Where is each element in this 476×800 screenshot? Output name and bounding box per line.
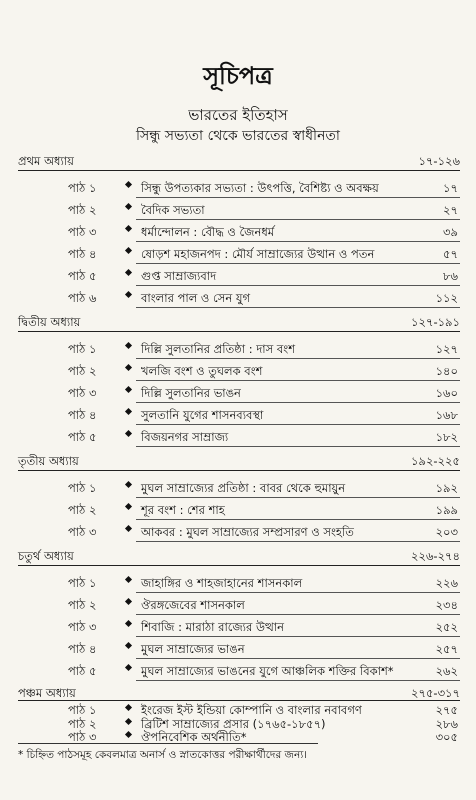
footnote: * চিহ্নিত পাঠসমূহ কেবলমাত্র অনার্স ও স্নাতকোত্তর পরীক্ষার্থীদের জন্য। — [18, 749, 308, 761]
chapter-page-range: ২২৬-২৭৪ — [411, 549, 460, 563]
lesson-number: পাঠ ৫ — [68, 269, 97, 283]
lesson-page: ১৬৮ — [435, 408, 458, 422]
lesson-page: ১৮২ — [435, 430, 458, 444]
lesson-row — [18, 381, 460, 403]
lesson-number: পাঠ ৩ — [68, 525, 97, 539]
lesson-title: খলজি বংশ ও তুঘলক বংশ — [141, 364, 263, 378]
lesson-row — [18, 593, 460, 615]
lesson-page: ১৬০ — [435, 386, 458, 400]
diamond-bullet-icon — [125, 225, 132, 232]
diamond-bullet-icon — [125, 525, 132, 532]
lesson-number: পাঠ ৩ — [68, 386, 97, 400]
lesson-row — [18, 337, 460, 359]
chapter-heading — [18, 547, 460, 566]
lesson-number: পাঠ ৩ — [68, 620, 97, 634]
lesson-number: পাঠ ১ — [68, 342, 97, 356]
lesson-number: পাঠ ৫ — [68, 430, 97, 444]
lesson-row — [18, 176, 460, 198]
lesson-row — [18, 403, 460, 425]
diamond-bullet-icon — [125, 576, 132, 583]
diamond-bullet-icon — [125, 598, 132, 605]
diamond-bullet-icon — [125, 408, 132, 415]
lesson-number: পাঠ ১ — [68, 181, 97, 195]
lesson-row — [18, 220, 460, 242]
lesson-number: পাঠ ৩ — [68, 730, 97, 744]
chapter-page-range: ১৭-১২৬ — [418, 154, 460, 168]
lesson-title: ঔরঙ্গজেবের শাসনকাল — [141, 598, 245, 612]
lesson-title: ইংরেজ ইস্ট ইন্ডিয়া কোম্পানি ও বাংলার নবাবগণ — [141, 703, 362, 717]
lesson-row — [18, 264, 460, 286]
diamond-bullet-icon — [125, 481, 132, 488]
lesson-row — [18, 702, 460, 715]
diamond-bullet-icon — [125, 291, 132, 298]
lesson-page: ২৭ — [443, 203, 458, 217]
chapter-heading — [18, 152, 460, 171]
lesson-page: ২৫২ — [435, 620, 458, 634]
lesson-number: পাঠ ৫ — [68, 664, 97, 678]
chapter-heading — [18, 313, 460, 332]
lesson-page: ১১২ — [435, 291, 458, 305]
chapter-title: চতুর্থ অধ্যায় — [18, 549, 74, 563]
row-divider — [136, 680, 460, 681]
lesson-row — [18, 425, 460, 447]
chapter-title: দ্বিতীয় অধ্যায় — [18, 315, 81, 329]
lesson-number: পাঠ ৪ — [68, 408, 97, 422]
lesson-title: ঔপনিবেশিক অর্থনীতি* — [141, 730, 247, 744]
diamond-bullet-icon — [125, 620, 132, 627]
diamond-bullet-icon — [125, 503, 132, 510]
lesson-title: শিবাজি : মারাঠা রাজ্যের উত্থান — [141, 620, 284, 634]
row-divider — [136, 446, 460, 447]
lesson-number: পাঠ ১ — [68, 703, 97, 717]
lesson-title: আকবর : মুঘল সাম্রাজ্যের সম্প্রসারণ ও সংহতি — [141, 525, 354, 539]
lesson-row — [18, 359, 460, 381]
lesson-title: গুপ্ত সাম্রাজ্যবাদ — [141, 269, 217, 283]
lesson-number: পাঠ ২ — [68, 503, 97, 517]
diamond-bullet-icon — [125, 642, 132, 649]
book-subtitle: সিন্ধু সভ্যতা থেকে ভারতের স্বাধীনতা — [136, 128, 340, 144]
lesson-title: জাহাঙ্গির ও শাহজাহানের শাসনকাল — [141, 576, 303, 590]
lesson-title: মুঘল সাম্রাজ্যের ভাঙন — [141, 642, 245, 656]
lesson-page: ৩৯ — [443, 225, 458, 239]
chapter-page-range: ১৯২-২২৫ — [411, 454, 460, 468]
footnote-divider — [18, 743, 318, 744]
lesson-number: পাঠ ৪ — [68, 642, 97, 656]
lesson-row — [18, 286, 460, 308]
lesson-title: বৈদিক সভ্যতা — [141, 203, 205, 217]
lesson-row — [18, 571, 460, 593]
book-title: ভারতের ইতিহাস — [188, 106, 288, 124]
diamond-bullet-icon — [125, 181, 132, 188]
diamond-bullet-icon — [125, 203, 132, 210]
lesson-title: সুলতানি যুগের শাসনব্যবস্থা — [141, 408, 264, 422]
chapter-heading — [18, 684, 460, 701]
diamond-bullet-icon — [125, 664, 132, 671]
diamond-bullet-icon — [125, 430, 132, 437]
lesson-title: সিন্ধু উপত্যকার সভ্যতা : উৎপত্তি, বৈশিষ্ট্য ও অবক্ষয় — [141, 181, 379, 195]
lesson-page: ২৮৬ — [435, 717, 458, 731]
lesson-page: ১৯২ — [435, 481, 458, 495]
lesson-row — [18, 659, 460, 681]
lesson-page: ১৯৯ — [435, 503, 458, 517]
page-title: সূচিপত্র — [203, 61, 273, 90]
lesson-page: ১৭ — [443, 181, 458, 195]
row-divider — [136, 307, 460, 308]
lesson-page: ৩০৫ — [435, 730, 458, 744]
lesson-row — [18, 198, 460, 220]
lesson-page: ১২৭ — [435, 342, 458, 356]
lesson-title: মুঘল সাম্রাজ্যের ভাঙনের যুগে আঞ্চলিক শক্তির বিকাশ* — [141, 664, 394, 678]
lesson-page: ২৬২ — [435, 664, 458, 678]
diamond-bullet-icon — [125, 342, 132, 349]
row-divider — [136, 541, 460, 542]
lesson-page: ২৭৫ — [435, 703, 458, 717]
chapter-title: পঞ্চম অধ্যায় — [18, 686, 76, 700]
diamond-bullet-icon — [125, 718, 132, 725]
lesson-page: ২৫৭ — [435, 642, 458, 656]
diamond-bullet-icon — [125, 386, 132, 393]
lesson-title: ধর্মান্দোলন : বৌদ্ধ ও জৈনধর্ম — [141, 225, 275, 239]
lesson-title: মুঘল সাম্রাজ্যের প্রতিষ্ঠা : বাবর থেকে হুমায়ুন — [141, 481, 346, 495]
lesson-page: ১৪০ — [435, 364, 458, 378]
diamond-bullet-icon — [125, 269, 132, 276]
lesson-number: পাঠ ২ — [68, 364, 97, 378]
chapter-title: তৃতীয় অধ্যায় — [18, 454, 79, 468]
lesson-title: দিল্লি সুলতানির প্রতিষ্ঠা : দাস বংশ — [141, 342, 296, 356]
diamond-bullet-icon — [125, 247, 132, 254]
chapter-page-range: ১২৭-১৯১ — [411, 315, 460, 329]
lesson-number: পাঠ ৩ — [68, 225, 97, 239]
lesson-row — [18, 520, 460, 542]
lesson-number: পাঠ ২ — [68, 203, 97, 217]
lesson-number: পাঠ ২ — [68, 598, 97, 612]
lesson-row — [18, 729, 460, 742]
lesson-row — [18, 637, 460, 659]
lesson-row — [18, 615, 460, 637]
lesson-page: ২৩৪ — [435, 598, 458, 612]
lesson-row — [18, 242, 460, 264]
lesson-row — [18, 476, 460, 498]
lesson-page: ৮৬ — [443, 269, 458, 283]
lesson-number: পাঠ ৪ — [68, 247, 97, 261]
diamond-bullet-icon — [125, 704, 132, 711]
lesson-title: ব্রিটিশ সাম্রাজ্যের প্রসার (১৭৬৫-১৮৫৭) — [141, 717, 326, 731]
lesson-title: দিল্লি সুলতানির ভাঙন — [141, 386, 241, 400]
lesson-title: ষোড়শ মহাজনপদ : মৌর্য সাম্রাজ্যের উত্থান ও পতন — [141, 247, 375, 261]
chapter-page-range: ২৭৫-৩১৭ — [411, 686, 460, 700]
lesson-number: পাঠ ৬ — [68, 291, 97, 305]
lesson-row — [18, 498, 460, 520]
lesson-title: বিজয়নগর সাম্রাজ্য — [141, 430, 229, 444]
lesson-page: ২০৩ — [435, 525, 458, 539]
chapter-title: প্রথম অধ্যায় — [18, 154, 74, 168]
lesson-number: পাঠ ১ — [68, 481, 97, 495]
lesson-title: বাংলার পাল ও সেন যুগ — [141, 291, 251, 305]
lesson-page: ৫৭ — [443, 247, 458, 261]
lesson-page: ২২৬ — [435, 576, 458, 590]
lesson-number: পাঠ ২ — [68, 717, 97, 731]
lesson-row — [18, 716, 460, 729]
chapter-heading — [18, 452, 460, 471]
lesson-title: শূর বংশ : শের শাহ — [141, 503, 225, 517]
diamond-bullet-icon — [125, 731, 132, 738]
diamond-bullet-icon — [125, 364, 132, 371]
lesson-number: পাঠ ১ — [68, 576, 97, 590]
